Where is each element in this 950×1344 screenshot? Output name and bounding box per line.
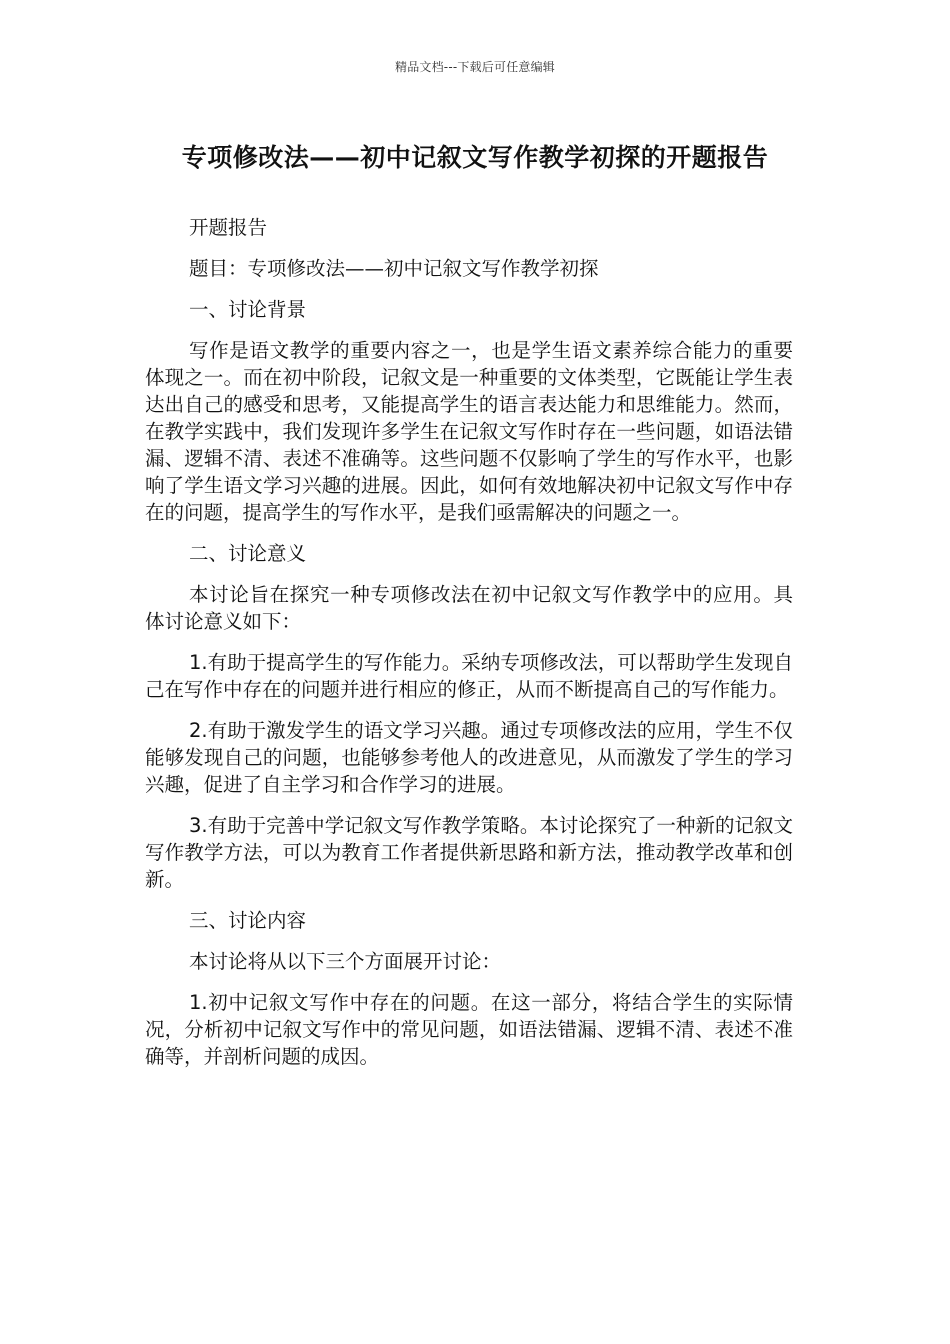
section-heading-significance: 二、讨论意义 <box>189 542 307 565</box>
header-note: 精品文档---下载后可任意编辑 <box>395 60 555 74</box>
content-item-1: 1.初中记叙文写作中存在的问题。在这一部分，将结合学生的实际情况，分析初中记叙文写作中的常见问题，如语法错漏、逻辑不清、表述不准确等，并剖析问题的成因。 <box>145 991 793 1068</box>
document-title: 专项修改法——初中记叙文写作教学初探的开题报告 <box>181 143 769 172</box>
background-paragraph: 写作是语文教学的重要内容之一，也是学生语文素养综合能力的重要体现之一。而在初中阶段，记叙文是一种重要的文体类型，它既能让学生表达出自己的感受和思考，又能提高学生的语言表达能力和思维能力。然而，在教学实践中，我们发现许多学生在记叙文写作时存在一些问题，如语法错漏、逻辑不清、表述不准确等。这些问题不仅影响了学生的写作水平，也影响了学生语文学习兴趣的进展。因此，如何有效地解决初中记叙文写作中存在的问题，提高学生的写作水平，是我们亟需解决的问题之一。 <box>145 339 793 524</box>
significance-intro: 本讨论旨在探究一种专项修改法在初中记叙文写作教学中的应用。具体讨论意义如下： <box>145 583 793 633</box>
section-label-report: 开题报告 <box>189 216 268 239</box>
significance-item-2: 2.有助于激发学生的语文学习兴趣。通过专项修改法的应用，学生不仅能够发现自己的问题，也能够参考他人的改进意见，从而激发了学生的学习兴趣，促进了自主学习和合作学习的进展。 <box>145 719 793 796</box>
section-heading-background: 一、讨论背景 <box>189 298 307 321</box>
document-body <box>145 214 793 1084</box>
content-intro: 本讨论将从以下三个方面展开讨论： <box>189 950 502 973</box>
section-heading-content: 三、讨论内容 <box>189 909 307 932</box>
significance-item-1: 1.有助于提高学生的写作能力。采纳专项修改法，可以帮助学生发现自己在写作中存在的问题并进行相应的修正，从而不断提高自己的写作能力。 <box>145 651 793 701</box>
topic-line: 题目：专项修改法——初中记叙文写作教学初探 <box>189 257 599 280</box>
significance-item-3: 3.有助于完善中学记叙文写作教学策略。本讨论探究了一种新的记叙文写作教学方法，可以为教育工作者提供新思路和新方法，推动教学改革和创新。 <box>145 814 793 891</box>
